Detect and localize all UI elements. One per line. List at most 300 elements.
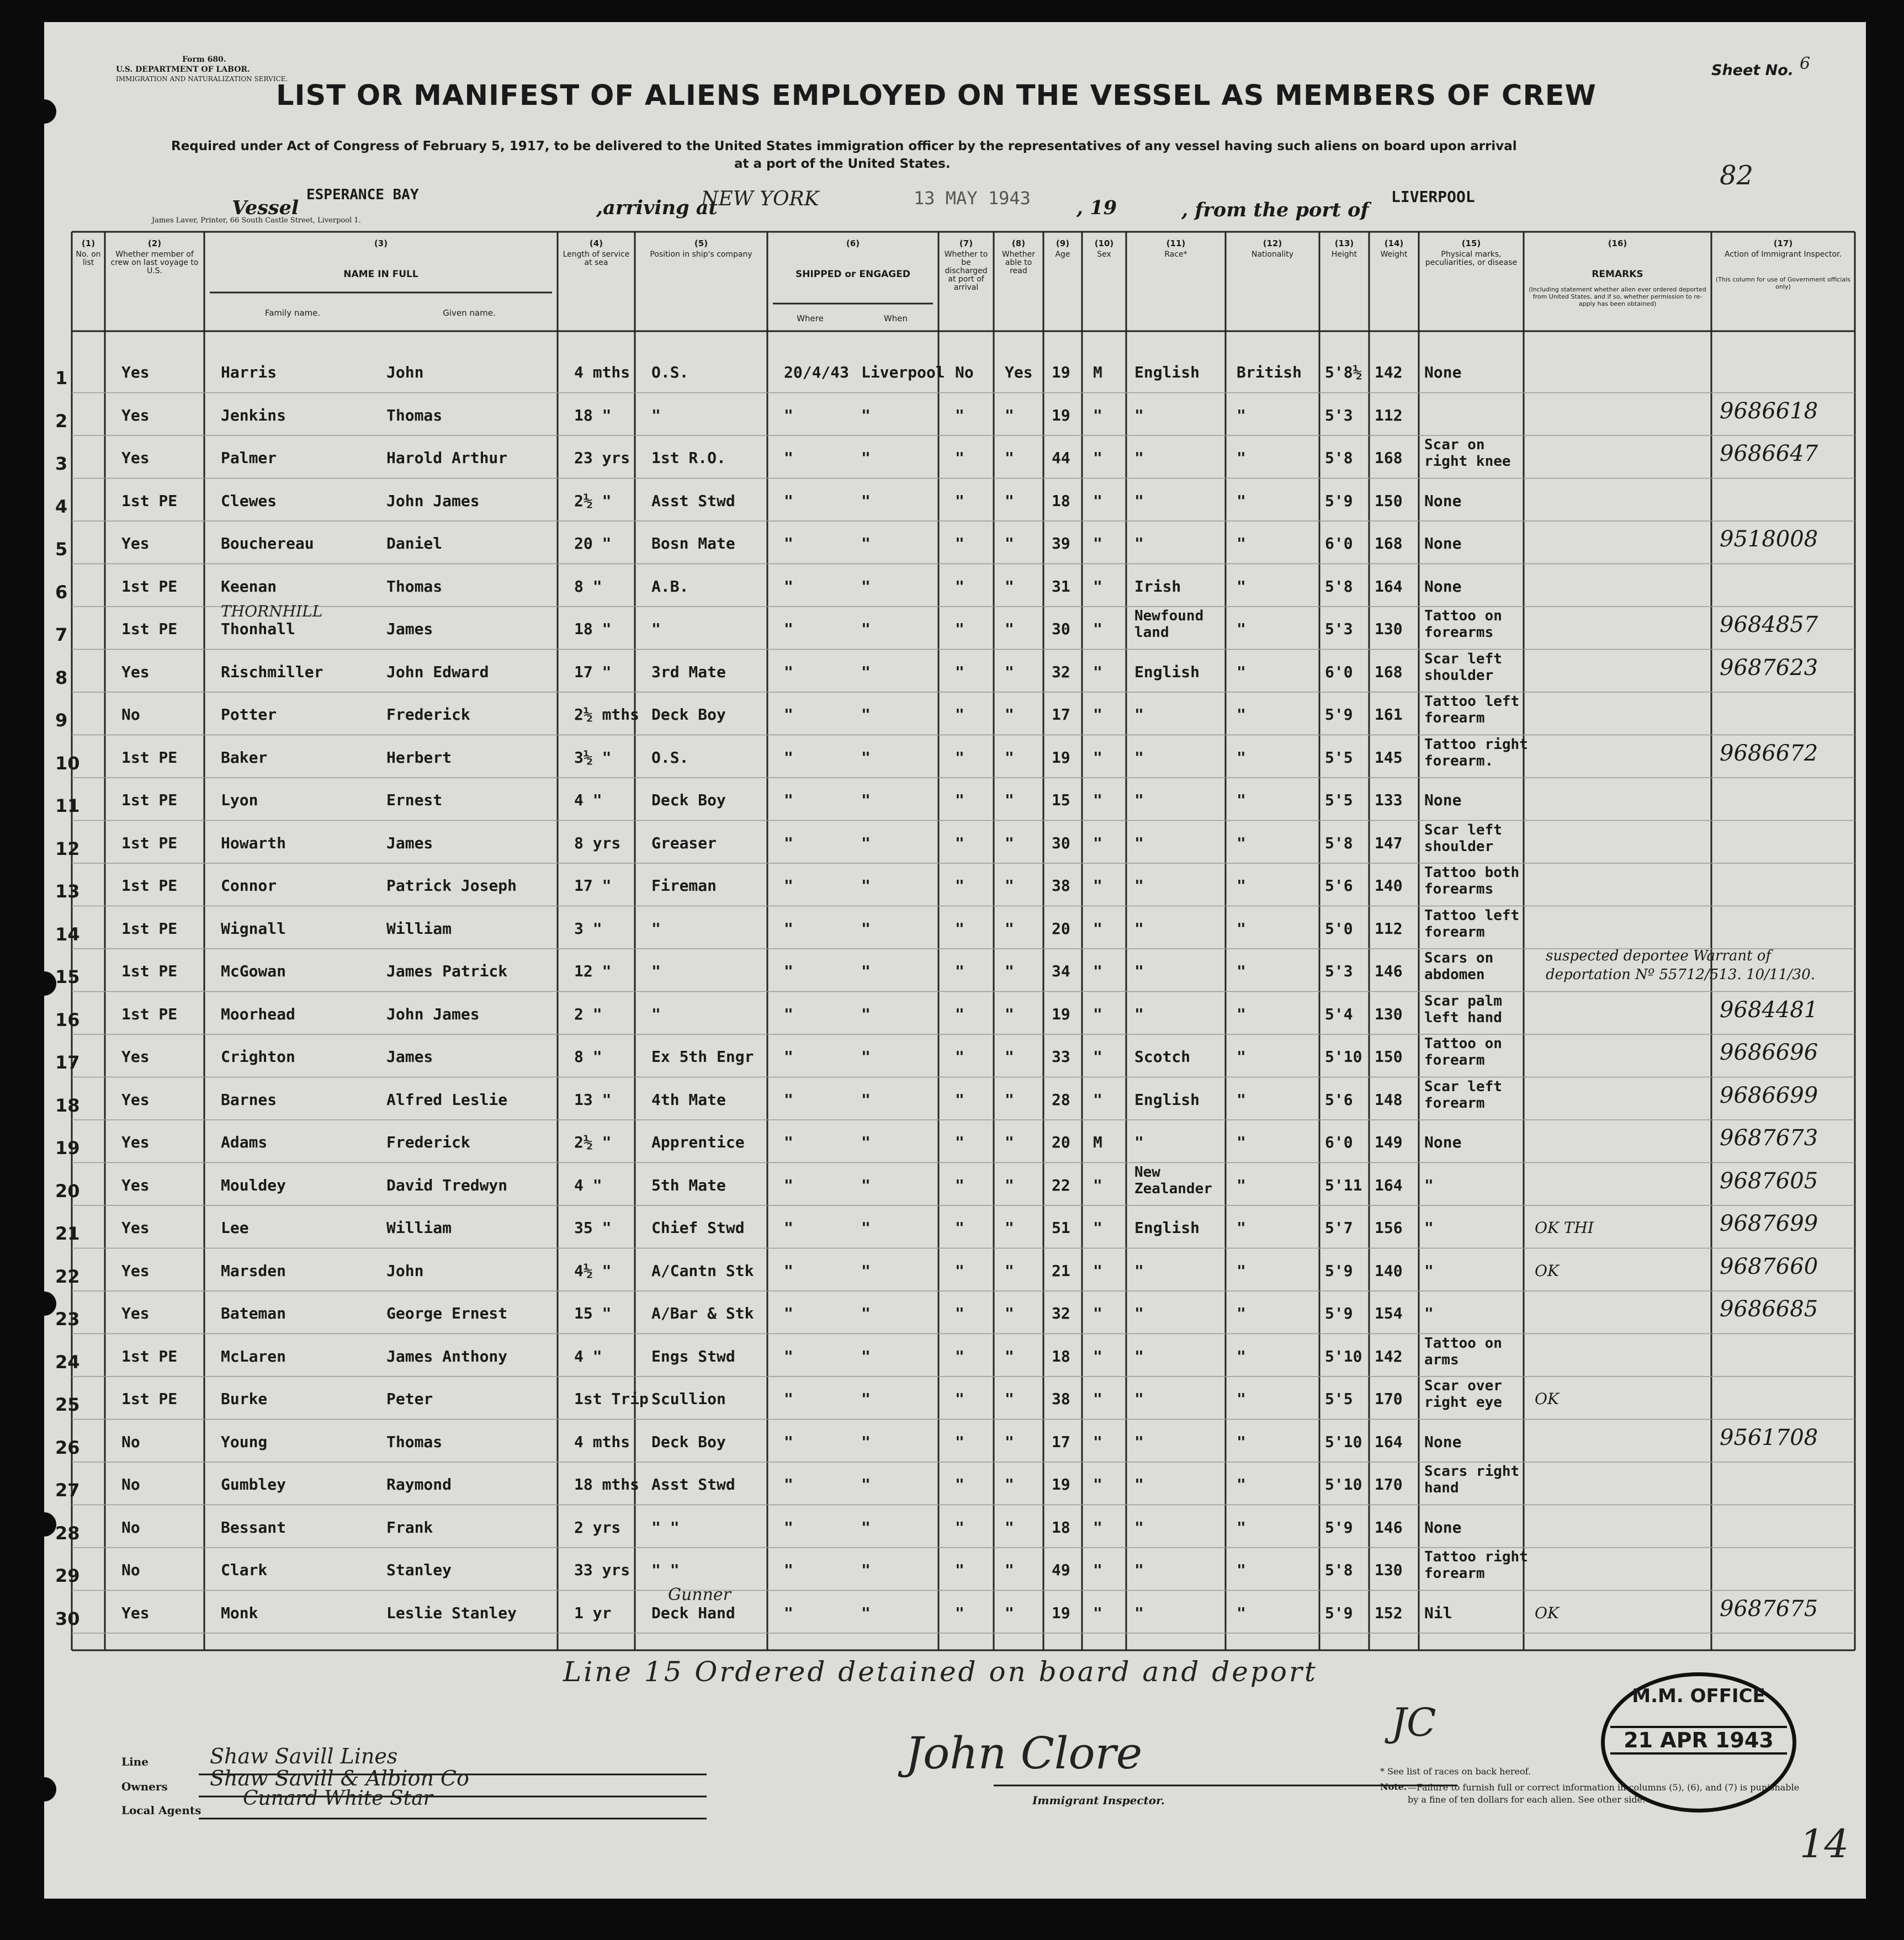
position-correction: Gunner: [668, 1585, 731, 1604]
cell-given: David Tredwyn: [386, 1176, 508, 1194]
cell-given: William: [386, 1219, 452, 1237]
cell-family: Keenan: [221, 577, 277, 596]
note-label: Note.: [1380, 1782, 1407, 1792]
cell-height: 5'10: [1325, 1432, 1362, 1451]
column-number: (1): [81, 238, 96, 248]
cell-no: 26: [55, 1437, 80, 1458]
cell-race: ": [1134, 1561, 1144, 1579]
cell-sex: ": [1093, 406, 1102, 424]
cell-where: ": [784, 1432, 793, 1451]
cell-marks: None: [1424, 534, 1462, 552]
cell-when: ": [861, 662, 871, 681]
cell-prev: No: [121, 705, 140, 724]
cell-age: 17: [1052, 1432, 1070, 1451]
cell-weight: 161: [1375, 705, 1403, 724]
column-label: SHIPPED or ENGAGED: [795, 269, 910, 280]
cell-when: ": [861, 1133, 871, 1151]
cell-where: ": [784, 491, 793, 510]
cell-marks: Scars on abdomen: [1424, 950, 1494, 983]
cell-given: Peter: [386, 1390, 433, 1408]
cell-no: 8: [55, 667, 68, 688]
cell-height: 5'5: [1325, 791, 1353, 809]
cell-where: ": [784, 1390, 793, 1408]
cell-when: ": [861, 962, 871, 980]
cell-prev: 1st PE: [121, 1347, 178, 1365]
cell-nat: ": [1237, 1475, 1246, 1493]
cell-read: ": [1005, 1261, 1014, 1280]
cell-position: A/Cantn Stk: [651, 1261, 754, 1280]
cell-when: ": [861, 1004, 871, 1023]
cell-disch: ": [955, 1176, 964, 1194]
cell-no: 12: [55, 838, 80, 859]
cell-where: ": [784, 1176, 793, 1194]
cell-when: Liverpool: [861, 363, 945, 381]
cell-read: ": [1005, 1432, 1014, 1451]
column-label: Whether able to read: [1001, 250, 1036, 275]
cell-disch: ": [955, 1004, 964, 1023]
cell-position: O.S.: [651, 363, 689, 381]
cell-position: Scullion: [651, 1390, 726, 1408]
cell-family: Harris: [221, 363, 277, 381]
cell-family: Bouchereau: [221, 534, 314, 552]
cell-weight: 146: [1375, 1518, 1403, 1537]
cell-prev: Yes: [121, 406, 150, 424]
cell-nat: ": [1237, 1048, 1246, 1066]
cell-when: ": [861, 1090, 871, 1109]
column-number: (3): [374, 238, 388, 248]
cell-position: " ": [651, 1518, 680, 1537]
cell-when: ": [861, 833, 871, 852]
cell-age: 18: [1052, 491, 1070, 510]
cell-race: ": [1134, 406, 1144, 424]
cell-prev: 1st PE: [121, 876, 178, 895]
cell-family: Potter: [221, 705, 277, 724]
column-label: Action of Immigrant Inspector.: [1724, 250, 1842, 259]
cell-service: 4 mths: [574, 1432, 630, 1451]
cell-sex: ": [1093, 1390, 1102, 1408]
column-label: NAME IN FULL: [343, 269, 418, 280]
cell-nat: ": [1237, 1090, 1246, 1109]
note-text: —Failure to furnish full or correct information in columns (5), (6), and (7) is punishable by a fine of ten dollars for each alien. See other side.: [1408, 1782, 1800, 1805]
cell-sex: ": [1093, 1090, 1102, 1109]
cell-given: John: [386, 1261, 424, 1280]
cell-service: 4 ": [574, 791, 602, 809]
cell-prev: Yes: [121, 662, 150, 681]
cell-where: ": [784, 577, 793, 596]
subtitle-line1: Required under Act of Congress of February 5, 1917, to be delivered to the United States immigration officer by the representatives of any vessel having such aliens on board upon arrival: [171, 139, 1517, 153]
column-label: Whether to be discharged at port of arrival: [944, 250, 988, 292]
cell-height: 5'9: [1325, 1603, 1353, 1622]
cell-age: 20: [1052, 919, 1070, 938]
cell-prev: 1st PE: [121, 1004, 178, 1023]
cell-action: 9686647: [1720, 441, 1818, 466]
cell-marks: Tattoo on forearms: [1424, 608, 1502, 641]
cell-where: ": [784, 962, 793, 980]
cell-race: Scotch: [1134, 1048, 1191, 1066]
cell-disch: No: [955, 363, 974, 381]
cell-sex: ": [1093, 876, 1102, 895]
cell-prev: No: [121, 1561, 140, 1579]
cell-height: 5'3: [1325, 406, 1353, 424]
cell-disch: ": [955, 534, 964, 552]
cell-race: ": [1134, 791, 1144, 809]
cell-age: 30: [1052, 833, 1070, 852]
line-value: Shaw Savill Lines: [210, 1744, 398, 1768]
vessel-label: Vessel: [232, 196, 299, 219]
cell-when: ": [861, 791, 871, 809]
cell-age: 32: [1052, 1304, 1070, 1322]
cell-position: Engs Stwd: [651, 1347, 735, 1365]
cell-when: ": [861, 1518, 871, 1537]
cell-given: Thomas: [386, 406, 443, 424]
cell-when: ": [861, 1603, 871, 1622]
cell-no: 28: [55, 1522, 80, 1544]
cell-height: 5'0: [1325, 919, 1353, 938]
cell-when: ": [861, 1261, 871, 1280]
column-sublabel: Given name.: [443, 308, 496, 318]
cell-no: 2: [55, 410, 68, 432]
cell-service: 4 ": [574, 1176, 602, 1194]
cell-race: ": [1134, 1603, 1144, 1622]
cell-family: Gumbley: [221, 1475, 287, 1493]
cell-nat: ": [1237, 705, 1246, 724]
cell-given: George Ernest: [386, 1304, 508, 1322]
cell-age: 38: [1052, 1390, 1070, 1408]
cell-action: 9684481: [1720, 997, 1818, 1023]
cell-age: 28: [1052, 1090, 1070, 1109]
cell-sex: ": [1093, 705, 1102, 724]
cell-weight: 145: [1375, 748, 1403, 767]
cell-race: ": [1134, 748, 1144, 767]
cell-disch: ": [955, 919, 964, 938]
cell-when: ": [861, 449, 871, 467]
cell-position: 3rd Mate: [651, 662, 726, 681]
cell-read: ": [1005, 1133, 1014, 1151]
cell-marks: None: [1424, 791, 1462, 809]
cell-family: Young: [221, 1432, 268, 1451]
cell-age: 49: [1052, 1561, 1070, 1579]
cell-action: 9687673: [1720, 1125, 1818, 1151]
cell-when: ": [861, 1304, 871, 1322]
cell-action: 9686699: [1720, 1082, 1818, 1108]
cell-prev: Yes: [121, 363, 150, 381]
cell-disch: ": [955, 662, 964, 681]
cell-family: Bessant: [221, 1518, 287, 1537]
cell-race: Irish: [1134, 577, 1181, 596]
cell-sex: ": [1093, 1261, 1102, 1280]
cell-disch: ": [955, 1048, 964, 1066]
cell-given: James: [386, 833, 433, 852]
cell-read: ": [1005, 1518, 1014, 1537]
cell-read: ": [1005, 620, 1014, 638]
cell-where: ": [784, 1475, 793, 1493]
cell-where: ": [784, 919, 793, 938]
cell-height: 5'8: [1325, 1561, 1353, 1579]
cell-when: ": [861, 491, 871, 510]
cell-position: Chief Stwd: [651, 1219, 745, 1237]
cell-race: English: [1134, 363, 1200, 381]
cell-sex: ": [1093, 962, 1102, 980]
cell-family: Burke: [221, 1390, 268, 1408]
corner-number: 82: [1720, 160, 1754, 191]
cell-given: Herbert: [386, 748, 452, 767]
cell-position: ": [651, 620, 661, 638]
cell-family: Rischmiller: [221, 662, 323, 681]
cell-nat: ": [1237, 1432, 1246, 1451]
cell-position: " ": [651, 1561, 680, 1579]
cell-given: James: [386, 1048, 433, 1066]
cell-marks: Scar over right eye: [1424, 1378, 1502, 1411]
cell-position: 5th Mate: [651, 1176, 726, 1194]
cell-where: ": [784, 1048, 793, 1066]
column-number: (4): [589, 238, 603, 248]
cell-nat: British: [1237, 363, 1302, 381]
cell-height: 5'8½: [1325, 363, 1362, 381]
cell-given: Frank: [386, 1518, 433, 1537]
cell-sex: ": [1093, 449, 1102, 467]
cell-given: John: [386, 363, 424, 381]
agents-label: Local Agents: [121, 1804, 201, 1817]
column-note: (Including statement whether alien ever ordered deported from United States, and if so, whether permission to re-apply has been obtained): [1529, 286, 1706, 307]
cell-age: 39: [1052, 534, 1070, 552]
cell-height: 5'9: [1325, 491, 1353, 510]
cell-nat: ": [1237, 1133, 1246, 1151]
cell-disch: ": [955, 1561, 964, 1579]
cell-age: 21: [1052, 1261, 1070, 1280]
cell-height: 5'7: [1325, 1219, 1353, 1237]
cell-prev: Yes: [121, 449, 150, 467]
cell-disch: ": [955, 1261, 964, 1280]
cell-service: 12 ": [574, 962, 612, 980]
cell-age: 19: [1052, 1603, 1070, 1622]
cell-remarks: suspected deportee Warrant of deportation Nº 55712/513. 10/11/30.: [1546, 948, 1816, 983]
cell-given: Thomas: [386, 577, 443, 596]
cell-race: ": [1134, 491, 1144, 510]
cell-where: ": [784, 791, 793, 809]
column-label: Nationality: [1251, 250, 1293, 259]
cell-read: ": [1005, 1090, 1014, 1109]
cell-weight: 164: [1375, 1176, 1403, 1194]
cell-marks: ": [1424, 1176, 1434, 1194]
cell-height: 5'9: [1325, 705, 1353, 724]
cell-service: 23 yrs: [574, 449, 630, 467]
races-note: * See list of races on back hereof.: [1380, 1766, 1531, 1777]
cell-prev: Yes: [121, 1133, 150, 1151]
column-label: REMARKS: [1592, 269, 1643, 280]
cell-family: Baker: [221, 748, 268, 767]
cell-age: 19: [1052, 363, 1070, 381]
cell-no: 10: [55, 752, 80, 774]
cell-prev: 1st PE: [121, 491, 178, 510]
cell-family: Clewes: [221, 491, 277, 510]
cell-read: ": [1005, 962, 1014, 980]
cell-height: 5'4: [1325, 1004, 1353, 1023]
family-correction: THORNHILL: [221, 602, 323, 620]
line-label: Line: [121, 1755, 148, 1768]
cell-given: James Patrick: [386, 962, 508, 980]
cell-service: 1st Trip: [574, 1390, 649, 1408]
cell-weight: 150: [1375, 491, 1403, 510]
cell-where: 20/4/43: [784, 363, 850, 381]
cell-disch: ": [955, 406, 964, 424]
column-number: (10): [1094, 238, 1114, 248]
cell-when: ": [861, 919, 871, 938]
cell-read: ": [1005, 748, 1014, 767]
cell-marks: None: [1424, 1518, 1462, 1537]
cell-marks: Tattoo right forearm.: [1424, 736, 1528, 769]
cell-age: 19: [1052, 1004, 1070, 1023]
cell-family: Barnes: [221, 1090, 277, 1109]
cell-service: 17 ": [574, 662, 612, 681]
cell-race: English: [1134, 1219, 1200, 1237]
cell-no: 25: [55, 1394, 80, 1415]
cell-given: Thomas: [386, 1432, 443, 1451]
cell-no: 15: [55, 966, 80, 987]
cell-position: ": [651, 406, 661, 424]
cell-remarks: OK: [1535, 1390, 1559, 1408]
handwritten-annotation: Line 15 Ordered detained on board and deport: [563, 1656, 1318, 1688]
cell-disch: ": [955, 577, 964, 596]
cell-disch: ": [955, 1603, 964, 1622]
cell-height: 5'5: [1325, 1390, 1353, 1408]
cell-sex: ": [1093, 1518, 1102, 1537]
cell-race: ": [1134, 1518, 1144, 1537]
cell-sex: ": [1093, 919, 1102, 938]
sheet-number: 6: [1800, 54, 1811, 73]
cell-marks: ": [1424, 1304, 1434, 1322]
cell-nat: ": [1237, 406, 1246, 424]
cell-family: Mouldey: [221, 1176, 287, 1194]
cell-family: Palmer: [221, 449, 277, 467]
cell-height: 5'9: [1325, 1304, 1353, 1322]
cell-prev: No: [121, 1432, 140, 1451]
cell-given: Leslie Stanley: [386, 1603, 517, 1622]
cell-weight: 170: [1375, 1475, 1403, 1493]
column-label: Physical marks, peculiarities, or disease: [1425, 250, 1518, 267]
cell-prev: 1st PE: [121, 962, 178, 980]
cell-position: Asst Stwd: [651, 491, 735, 510]
cell-age: 15: [1052, 791, 1070, 809]
cell-read: ": [1005, 1561, 1014, 1579]
cell-disch: ": [955, 491, 964, 510]
cell-marks: ": [1424, 1219, 1434, 1237]
column-label: Weight: [1380, 250, 1408, 259]
cell-given: Frederick: [386, 705, 470, 724]
form-number: Form 680.: [182, 55, 226, 64]
initials: JC: [1391, 1700, 1436, 1745]
column-number: (14): [1384, 238, 1404, 248]
cell-no: 24: [55, 1351, 80, 1373]
cell-sex: M: [1093, 1133, 1102, 1151]
cell-height: 6'0: [1325, 1133, 1353, 1151]
cell-action: 9687605: [1720, 1168, 1818, 1194]
cell-race: ": [1134, 919, 1144, 938]
page-number: 14: [1800, 1821, 1849, 1867]
cell-sex: ": [1093, 1048, 1102, 1066]
cell-nat: ": [1237, 1347, 1246, 1365]
cell-weight: 149: [1375, 1133, 1403, 1151]
cell-read: ": [1005, 919, 1014, 938]
stamp-office: M.M. OFFICE: [1632, 1685, 1765, 1707]
cell-position: 4th Mate: [651, 1090, 726, 1109]
cell-where: ": [784, 1004, 793, 1023]
arriving-label: ,arriving at: [596, 196, 718, 219]
cell-no: 19: [55, 1138, 80, 1158]
cell-service: 35 ": [574, 1219, 612, 1237]
cell-where: ": [784, 748, 793, 767]
column-number: (12): [1263, 238, 1282, 248]
cell-when: ": [861, 1432, 871, 1451]
date-stamp: 13 MAY 1943: [914, 188, 1031, 209]
cell-read: Yes: [1005, 363, 1033, 381]
cell-position: ": [651, 962, 661, 980]
cell-age: 31: [1052, 577, 1070, 596]
cell-action: 9687623: [1720, 655, 1818, 681]
column-number: (13): [1334, 238, 1354, 248]
column-number: (16): [1608, 238, 1627, 248]
cell-read: ": [1005, 1347, 1014, 1365]
cell-age: 38: [1052, 876, 1070, 895]
cell-race: New Zealander: [1134, 1163, 1212, 1197]
cell-sex: ": [1093, 620, 1102, 638]
cell-no: 7: [55, 624, 68, 645]
column-label: Age: [1055, 250, 1070, 259]
cell-disch: ": [955, 1475, 964, 1493]
cell-nat: ": [1237, 919, 1246, 938]
cell-nat: ": [1237, 449, 1246, 467]
cell-where: ": [784, 1090, 793, 1109]
cell-service: 18 ": [574, 406, 612, 424]
cell-nat: ": [1237, 1004, 1246, 1023]
cell-position: Asst Stwd: [651, 1475, 735, 1493]
cell-position: Deck Hand: [651, 1603, 735, 1622]
cell-service: 13 ": [574, 1090, 612, 1109]
cell-disch: ": [955, 1090, 964, 1109]
cell-height: 5'3: [1325, 620, 1353, 638]
cell-prev: Yes: [121, 1090, 150, 1109]
column-number: (9): [1056, 238, 1070, 248]
cell-race: ": [1134, 1475, 1144, 1493]
cell-sex: ": [1093, 534, 1102, 552]
cell-marks: None: [1424, 363, 1462, 381]
cell-read: ": [1005, 534, 1014, 552]
cell-read: ": [1005, 491, 1014, 510]
cell-action: 9518008: [1720, 527, 1818, 552]
cell-marks: None: [1424, 1133, 1462, 1151]
cell-given: Harold Arthur: [386, 449, 508, 467]
cell-service: 2 ": [574, 1004, 602, 1023]
cell-weight: 130: [1375, 1004, 1403, 1023]
cell-given: William: [386, 919, 452, 938]
column-label: Whether member of crew on last voyage to U.S.: [110, 250, 199, 275]
cell-marks: Tattoo on arms: [1424, 1335, 1502, 1368]
cell-marks: None: [1424, 491, 1462, 510]
cell-sex: ": [1093, 791, 1102, 809]
cell-sex: M: [1093, 363, 1102, 381]
cell-marks: Tattoo right forearm: [1424, 1549, 1528, 1582]
cell-weight: 112: [1375, 406, 1403, 424]
cell-family: Bateman: [221, 1304, 287, 1322]
cell-prev: Yes: [121, 1048, 150, 1066]
cell-age: 17: [1052, 705, 1070, 724]
cell-read: ": [1005, 1048, 1014, 1066]
printer-note: James Laver, Printer, 66 South Castle Street, Liverpool 1.: [152, 216, 361, 225]
cell-where: ": [784, 705, 793, 724]
cell-service: 8 ": [574, 1048, 602, 1066]
cell-nat: ": [1237, 577, 1246, 596]
cell-nat: ": [1237, 1603, 1246, 1622]
cell-read: ": [1005, 1390, 1014, 1408]
